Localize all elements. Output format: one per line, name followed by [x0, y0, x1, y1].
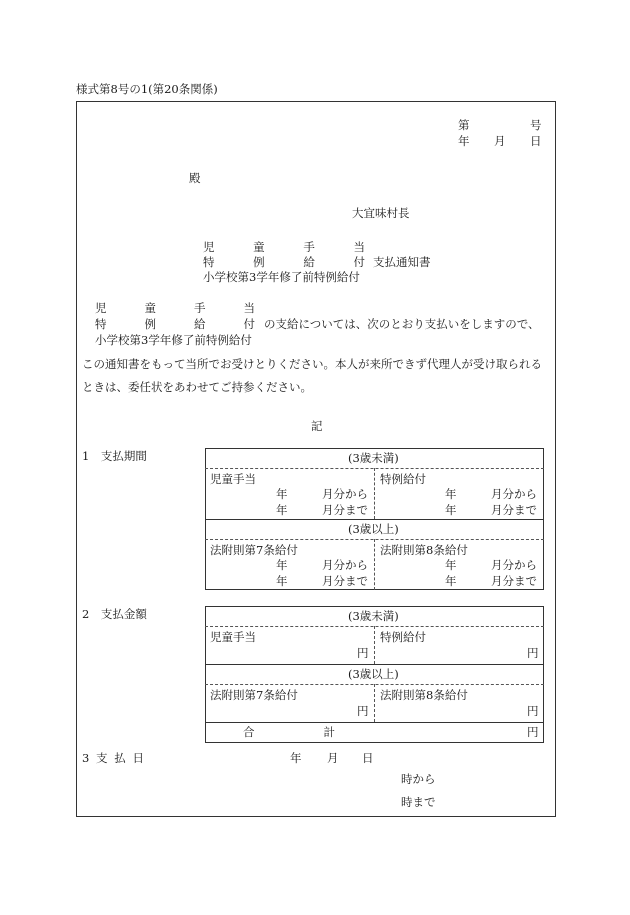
divider — [374, 468, 375, 519]
under3-header: (3歳未満) — [348, 451, 399, 465]
body-char: 給 — [194, 317, 206, 331]
year-label: 年 — [445, 558, 457, 572]
date-year: 年 — [458, 134, 470, 148]
notice-title-char: 特 — [203, 255, 215, 269]
month-to: 月分まで — [491, 574, 537, 588]
under3-header: (3歳未満) — [348, 609, 399, 623]
body-char: 童 — [144, 301, 156, 315]
month-to: 月分まで — [491, 503, 537, 517]
total-char: 計 — [323, 725, 335, 739]
number-suffix: 号 — [530, 118, 542, 132]
time-from: 時から — [401, 772, 436, 786]
section3-char: 日 — [132, 751, 144, 765]
cell-name: 法附則第7条給付 — [210, 543, 298, 557]
date-day: 日 — [530, 134, 542, 148]
yen-unit: 円 — [357, 704, 369, 718]
section3-label — [82, 753, 144, 765]
body-char: 当 — [243, 301, 255, 315]
year-label: 年 — [445, 487, 457, 501]
body-line3: 小学校第3学年修了前特例給付 — [95, 333, 252, 347]
notice-title-line3: 小学校第3学年修了前特例給付 — [203, 270, 360, 284]
issuer: 大宜味村長 — [352, 206, 410, 220]
year-label: 年 — [276, 487, 288, 501]
yen-unit: 円 — [527, 704, 539, 718]
year-label: 年 — [276, 503, 288, 517]
notice-title-line1 — [203, 242, 365, 254]
body-line5: ときは、委任状をあわせてご持参ください。 — [82, 380, 312, 394]
over3-header: (3歳以上) — [348, 667, 399, 681]
cell-name: 法附則第7条給付 — [210, 688, 298, 702]
cell-name: 法附則第8条給付 — [380, 543, 468, 557]
month-to: 月分まで — [322, 574, 368, 588]
ki-heading: 記 — [311, 419, 323, 433]
notice-title-char: 付 — [353, 255, 365, 269]
body-char: 手 — [194, 301, 206, 315]
section1-label: 1 支払期間 — [82, 449, 147, 463]
year-label: 年 — [445, 503, 457, 517]
section3-char: 払 — [114, 751, 126, 765]
notice-title-char: 給 — [303, 255, 315, 269]
notice-title-suffix: 支払通知書 — [373, 255, 431, 269]
notice-title-char: 児 — [203, 240, 215, 254]
total-label — [243, 727, 335, 739]
divider — [205, 722, 544, 723]
notice-title-char: 当 — [353, 240, 365, 254]
notice-title-char: 例 — [253, 255, 265, 269]
cell-name: 特例給付 — [380, 630, 426, 644]
pay-date-year: 年 — [290, 751, 302, 765]
notice-title-line2 — [203, 257, 365, 269]
year-label: 年 — [276, 574, 288, 588]
yen-unit: 円 — [527, 646, 539, 660]
notice-title-char: 童 — [253, 240, 265, 254]
notice-title-char: 手 — [303, 240, 315, 254]
cell-name: 特例給付 — [380, 472, 426, 486]
body-char: 児 — [95, 301, 107, 315]
body-line2 — [95, 319, 255, 331]
number-prefix: 第 — [458, 118, 470, 132]
divider — [374, 684, 375, 722]
total-char: 合 — [243, 725, 255, 739]
body-line2-suffix: の支給については、次のとおり支払いをしますので、 — [264, 317, 540, 331]
total-unit: 円 — [527, 725, 539, 739]
pay-date-day: 日 — [362, 751, 374, 765]
over3-header: (3歳以上) — [348, 522, 399, 536]
month-from: 月分から — [491, 487, 537, 501]
date-month: 月 — [494, 134, 506, 148]
divider — [205, 519, 544, 520]
month-from: 月分から — [322, 558, 368, 572]
cell-name: 児童手当 — [210, 630, 256, 644]
year-label: 年 — [445, 574, 457, 588]
section3-char: 支 — [96, 751, 108, 765]
cell-name: 法附則第8条給付 — [380, 688, 468, 702]
body-char: 特 — [95, 317, 107, 331]
divider — [205, 664, 544, 665]
section2-label: 2 支払金額 — [82, 607, 147, 621]
month-to: 月分まで — [322, 503, 368, 517]
month-from: 月分から — [322, 487, 368, 501]
body-line4: この通知書をもって当所でお受けとりください。本人が来所できず代理人が受け取られる — [82, 357, 542, 371]
section3-char: 3 — [82, 751, 90, 765]
month-from: 月分から — [491, 558, 537, 572]
body-char: 例 — [144, 317, 156, 331]
year-label: 年 — [276, 558, 288, 572]
body-line1 — [95, 303, 255, 315]
addressee-suffix: 殿 — [189, 171, 201, 185]
divider — [374, 626, 375, 664]
cell-name: 児童手当 — [210, 472, 256, 486]
pay-date-month: 月 — [327, 751, 339, 765]
yen-unit: 円 — [357, 646, 369, 660]
time-to: 時まで — [401, 795, 436, 809]
body-char: 付 — [243, 317, 255, 331]
divider — [374, 539, 375, 590]
form-title: 様式第8号の1(第20条関係) — [76, 82, 218, 96]
